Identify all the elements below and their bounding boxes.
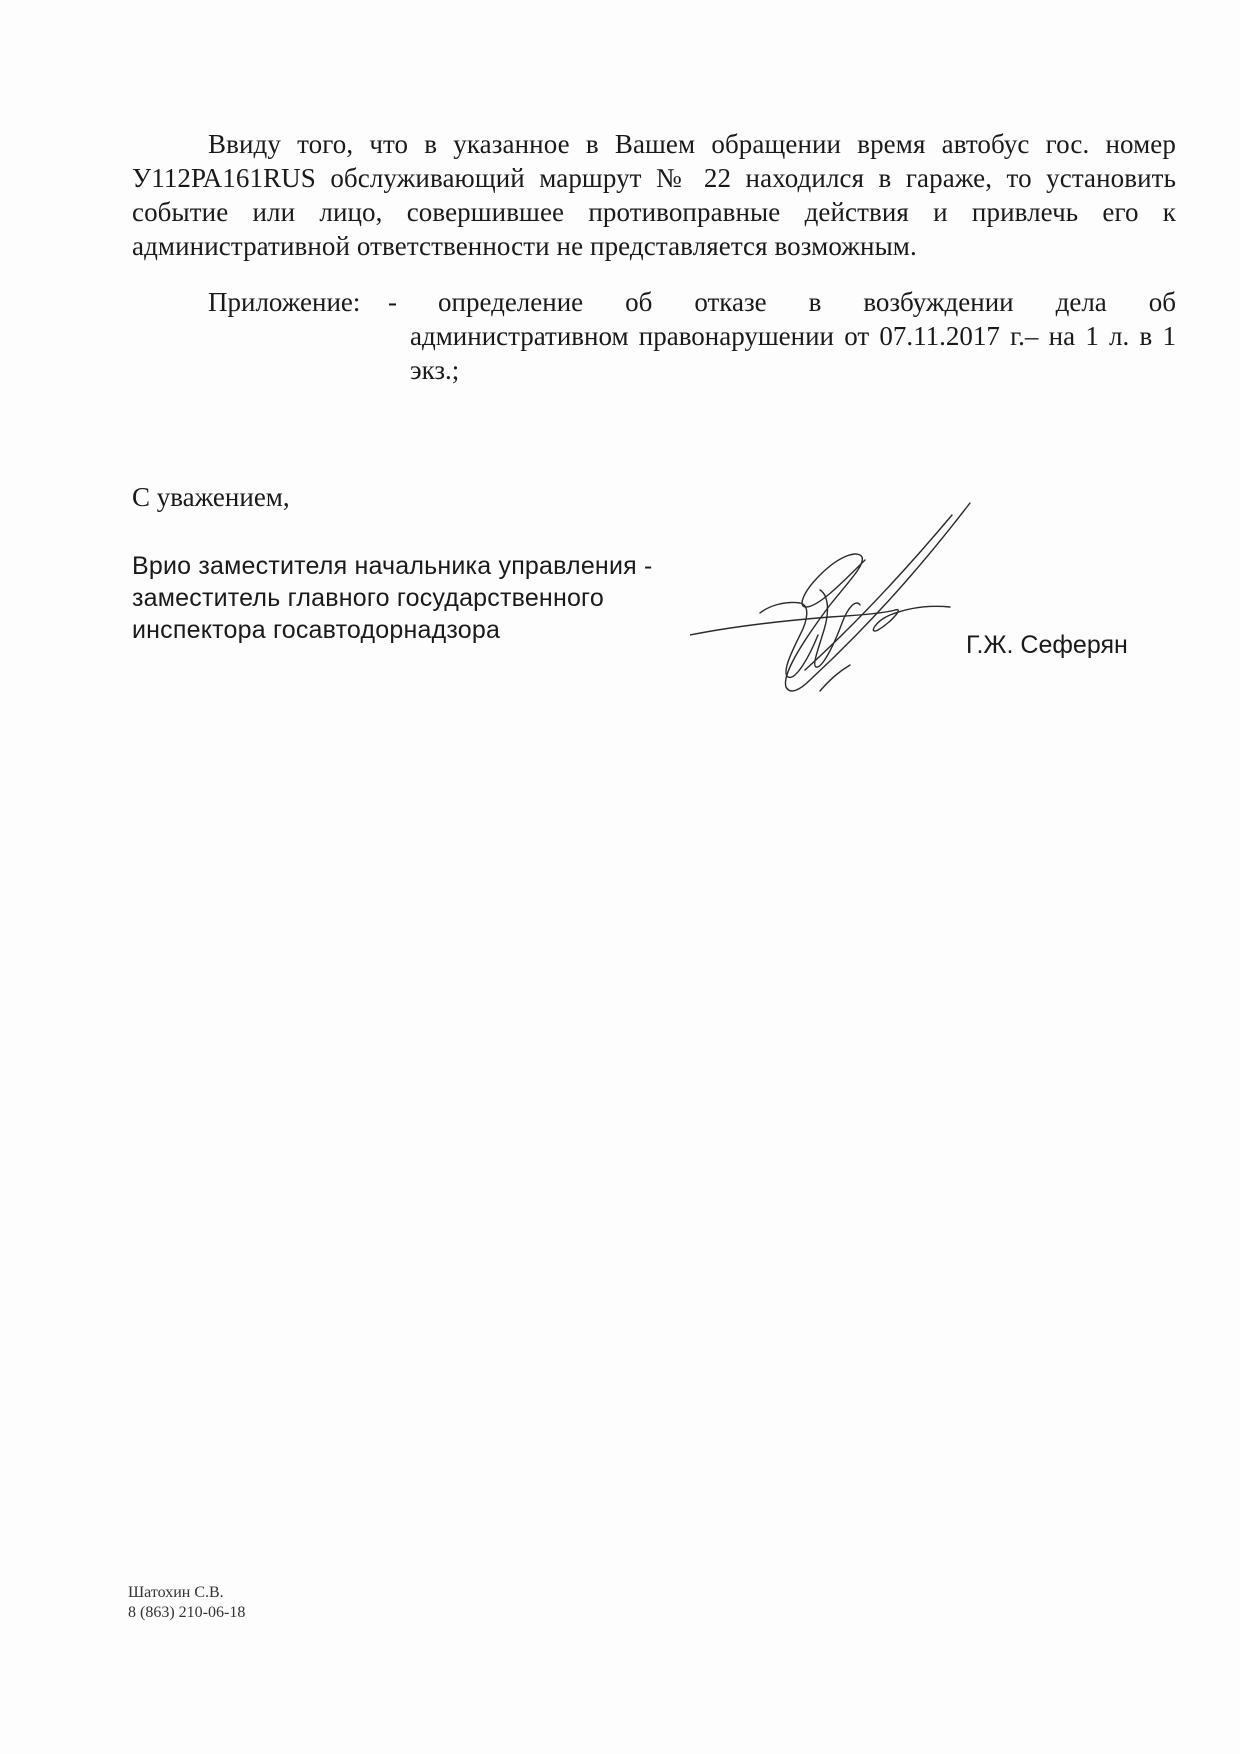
executor-info [128,1583,245,1623]
closing-phrase: С уважением, [132,482,290,512]
attachment-text [388,285,1176,387]
executor-phone: 8 (863) 210-06-18 [128,1604,246,1621]
handwritten-signature [690,495,990,705]
position-line-2: заместитель главного государственного [132,584,604,612]
signatory-position [132,550,653,646]
body-paragraph [132,127,1176,263]
attachment-label: Приложение: [208,287,361,317]
position-line-1: Врио заместителя начальника управления - [132,552,653,580]
body-paragraph-text: Ввиду того, что в указанное в Вашем обращении время автобус гос. номер У112РА161RUS обслуживающий маршрут № 22 находился в гараже, то установить событие или лицо, совершившее противоправные действия и привлечь его к административной ответственности не представляется возможным. [132,129,1176,261]
signatory-name: Г.Ж. Сеферян [966,631,1128,659]
attachment-description: определение об отказе в возбуждении дела об административном правонарушении от 07.11.2017 г.– на 1 л. в 1 экз.; [410,287,1176,385]
executor-name: Шатохин С.В. [128,1584,224,1601]
position-line-3: инспектора госавтодорнадзора [132,616,501,644]
attachment-dash: - [388,287,397,317]
